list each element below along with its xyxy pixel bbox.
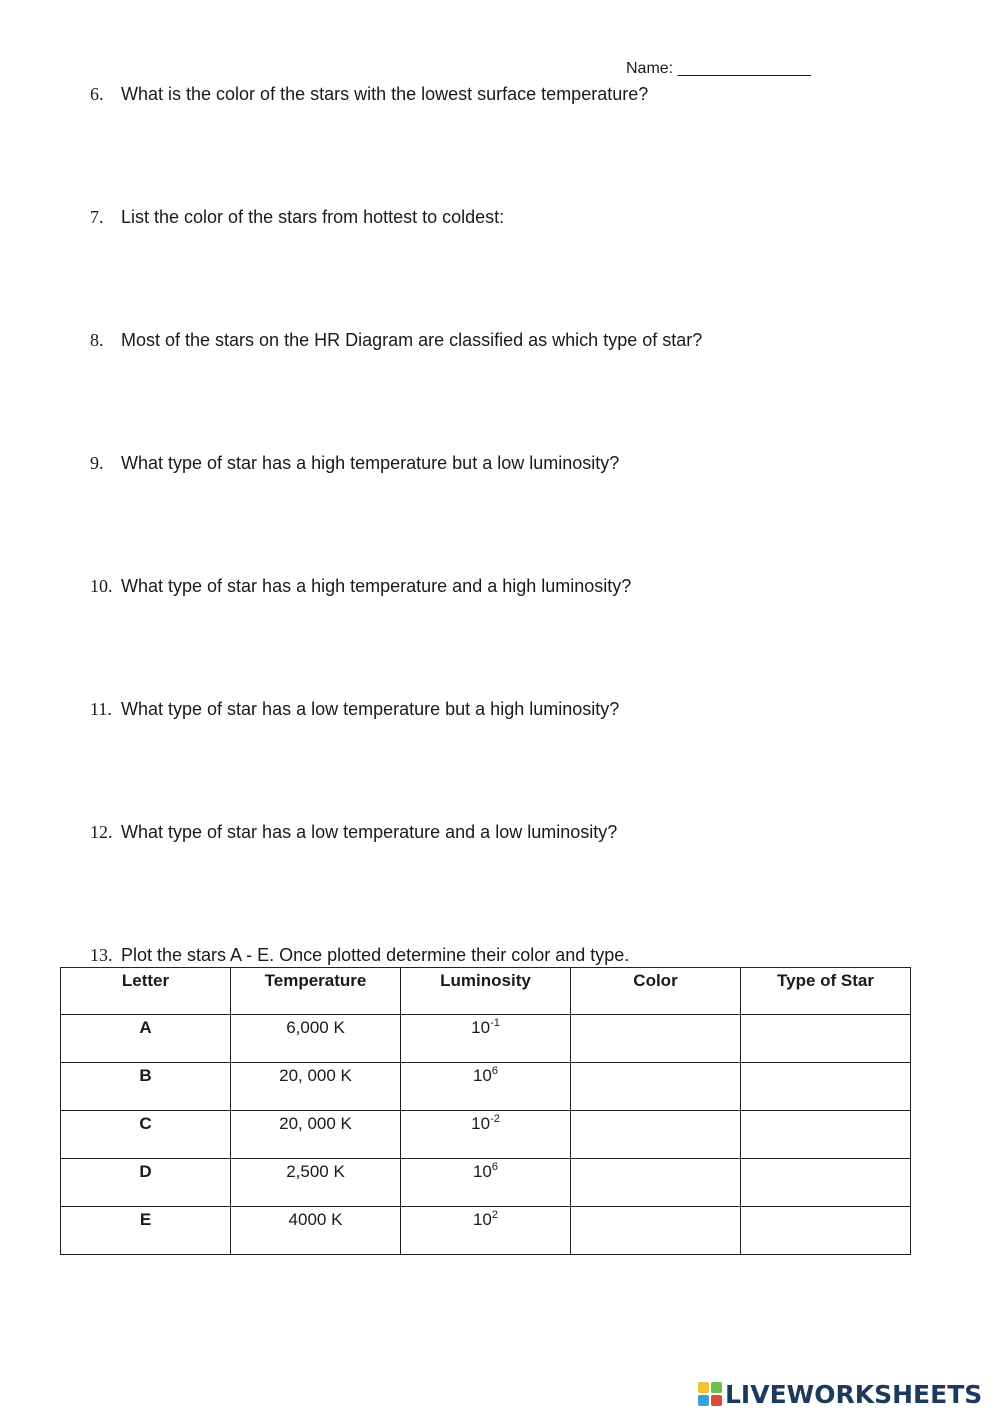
luminosity-base: 10 — [472, 1162, 492, 1181]
question-number: 11. — [90, 699, 112, 719]
table-row — [61, 1111, 911, 1159]
cell-temperature: 20, 000 K — [231, 1063, 401, 1111]
cell-color-answer[interactable] — [571, 1063, 741, 1111]
question-text: What type of star has a low temperature but a high luminosity? — [121, 699, 620, 719]
cell-color-answer[interactable] — [571, 1207, 741, 1255]
logo-text: LIVEWORKSHEETS — [725, 1379, 983, 1409]
header-color: Color — [571, 968, 741, 1015]
cell-color-answer[interactable] — [571, 1111, 741, 1159]
cell-color-answer[interactable] — [571, 1159, 741, 1207]
name-field-label: Name: _______________ — [626, 60, 812, 77]
cell-type-answer[interactable] — [741, 1015, 911, 1063]
cell-temperature: 4000 K — [231, 1207, 401, 1255]
question-text: List the color of the stars from hottest to coldest: — [121, 207, 505, 227]
cell-letter: D — [61, 1159, 231, 1207]
header-letter: Letter — [61, 968, 231, 1015]
cell-luminosity — [401, 1063, 571, 1111]
header-type-of-star: Type of Star — [741, 968, 911, 1015]
table-header-row — [61, 968, 911, 1015]
logo-square-green — [711, 1382, 722, 1393]
luminosity-exponent: 6 — [491, 1065, 499, 1077]
question-7 — [90, 206, 504, 228]
question-number: 9. — [90, 453, 104, 473]
cell-type-answer[interactable] — [741, 1063, 911, 1111]
luminosity-exponent: -2 — [490, 1113, 500, 1125]
question-number: 10. — [90, 576, 113, 596]
cell-luminosity — [401, 1159, 571, 1207]
table-row — [61, 1015, 911, 1063]
table-row — [61, 1063, 911, 1111]
cell-letter: B — [61, 1063, 231, 1111]
cell-letter: E — [61, 1207, 231, 1255]
table-row — [61, 1207, 911, 1255]
question-9 — [90, 452, 619, 474]
question-12 — [90, 821, 617, 843]
question-text: What type of star has a high temperature but a low luminosity? — [121, 453, 620, 473]
cell-temperature: 2,500 K — [231, 1159, 401, 1207]
liveworksheets-logo-icon — [698, 1382, 722, 1406]
cell-type-answer[interactable] — [741, 1207, 911, 1255]
question-text: Most of the stars on the HR Diagram are classified as which type of star? — [121, 330, 703, 350]
question-10 — [90, 575, 631, 597]
question-text: What type of star has a high temperature and a high luminosity? — [121, 576, 632, 596]
luminosity-base: 10 — [471, 1114, 491, 1133]
logo-square-yellow — [698, 1382, 709, 1393]
liveworksheets-logo — [698, 1378, 982, 1410]
cell-letter: A — [61, 1015, 231, 1063]
question-text: Plot the stars A - E. Once plotted determine their color and type. — [121, 945, 630, 965]
header-luminosity: Luminosity — [401, 968, 571, 1015]
question-8 — [90, 329, 702, 351]
cell-temperature: 20, 000 K — [231, 1111, 401, 1159]
cell-type-answer[interactable] — [741, 1159, 911, 1207]
luminosity-exponent: -1 — [490, 1017, 500, 1029]
question-number: 12. — [90, 822, 113, 842]
luminosity-base: 10 — [472, 1066, 492, 1085]
cell-luminosity — [401, 1111, 571, 1159]
star-data-table — [60, 967, 911, 1255]
cell-type-answer[interactable] — [741, 1111, 911, 1159]
question-6 — [90, 83, 648, 105]
question-13 — [90, 944, 629, 966]
luminosity-base: 10 — [472, 1210, 492, 1229]
cell-luminosity — [401, 1015, 571, 1063]
question-text: What type of star has a low temperature and a low luminosity? — [121, 822, 618, 842]
cell-temperature: 6,000 K — [231, 1015, 401, 1063]
question-number: 8. — [90, 330, 104, 350]
question-number: 7. — [90, 207, 104, 227]
logo-square-red — [711, 1395, 722, 1406]
cell-color-answer[interactable] — [571, 1015, 741, 1063]
question-text: What is the color of the stars with the lowest surface temperature? — [121, 84, 649, 104]
logo-square-blue — [698, 1395, 709, 1406]
luminosity-exponent: 6 — [491, 1161, 499, 1173]
question-11 — [90, 698, 619, 720]
question-number: 13. — [90, 945, 113, 965]
table-row — [61, 1159, 911, 1207]
cell-letter: C — [61, 1111, 231, 1159]
header-temperature: Temperature — [231, 968, 401, 1015]
cell-luminosity — [401, 1207, 571, 1255]
question-number: 6. — [90, 84, 104, 104]
luminosity-exponent: 2 — [491, 1209, 499, 1221]
luminosity-base: 10 — [471, 1018, 491, 1037]
